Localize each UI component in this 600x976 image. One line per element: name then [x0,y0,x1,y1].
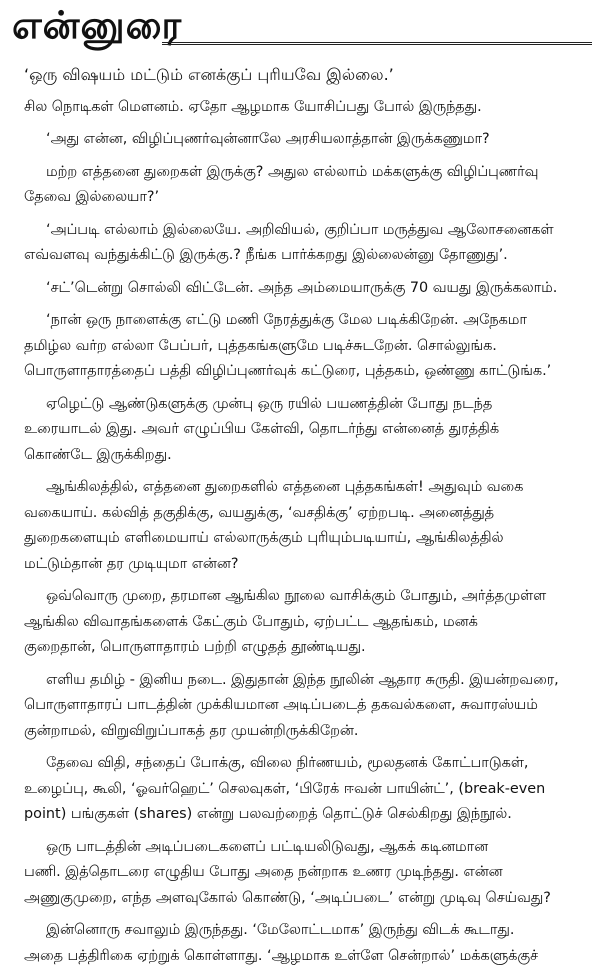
text-line: குன்றாமல், விறுவிறுப்பாகத் தர முயன்றிருக்கிறேன். [24,722,359,739]
text-line: ‘ஒரு விஷயம் மட்டும் எனக்குப் புரியவே இல்லை.’ [24,65,394,84]
paragraph-11 [24,668,586,745]
text-line: ஆங்கில விவாதங்களைக் கேட்கும் போதும், ஏற்பட்ட ஆதங்கம், மனக் [24,613,478,630]
text-line: சில நொடிகள் மௌனம். ஏதோ ஆழமாக யோசிப்பது போல் இருந்தது. [24,98,482,115]
text-line: உழைப்பு, கூலி, ‘ஓவர்ஹெட்’ செலவுகள், ‘பிரேக் ஈவன் பாயின்ட்’, (break-even [24,780,546,797]
text-line: எவ்வளவு வந்துக்கிட்டு இருக்கு.? நீங்க பார்க்கறது இல்லைன்னு தோணுது’. [24,247,508,263]
page-title: என்னுரை [12,3,183,47]
text-line: point) பங்குகள் (shares) என்று பலவற்றைத் தொட்டுச் செல்கிறது இந்நூல். [24,806,512,822]
text-line: உரையாடல் இது. அவர் எழுப்பிய கேள்வி, தொடர்ந்து என்னைத் துரத்திக் [24,421,500,437]
text-line: கொண்டே இருக்கிறது. [24,446,172,463]
text-line: இன்னொரு சவாலும் இருந்தது. ‘மேலோட்டமாக’ இருந்து விடக் கூடாது. [46,922,515,938]
paragraph-3 [24,127,586,153]
text-line: ‘அப்படி எல்லாம் இல்லையே. அறிவியல், குறிப்பா மருத்துவ ஆலோசனைகள் [46,221,554,238]
document-body [24,62,586,976]
paragraph-5 [24,218,586,269]
paragraph-4 [24,160,586,211]
paragraph-6 [24,276,586,302]
text-line: தேவை விதி, சந்தைப் போக்கு, விலை நிர்ணயம், மூலதனக் கோட்பாடுகள், [46,755,529,771]
text-line: ஒரு பாடத்தின் அடிப்படைகளைப் பட்டியலிடுவது, ஆகக் கடினமான [46,838,489,855]
text-line: வகையாய். கல்வித் தகுதிக்கு, வயதுக்கு, ‘வசதிக்கு’ ஏற்றபடி. அனைத்துத் [24,504,495,521]
header-rule [162,42,592,45]
text-line: எளிய தமிழ் - இனிய நடை. இதுதான் இந்த நூலின் ஆதார சுருதி. இயன்றவரை, [46,671,559,688]
text-line: குறைதான், பொருளாதாரம் பற்றி எழுதத் தூண்டியது. [24,639,366,655]
text-line: தேவை இல்லையா?’ [24,189,160,205]
text-line: பணி. இத்தொடரை எழுதிய போது அதை நன்றாக உணர முடிந்தது. என்ன [24,864,503,880]
text-line: துறைகளையும் எளிமையாய் எல்லாருக்கும் புரியும்படியாய், ஆங்கிலத்தில் [24,530,504,546]
paragraph-13 [24,835,586,912]
paragraph-14 [24,918,586,969]
text-line: அதை பத்திரிகை ஏற்றுக் கொள்ளாது. ‘ஆழமாக உள்ளே சென்றால்’ மக்களுக்குச் [24,947,539,964]
paragraph-9 [24,475,586,577]
text-line: ஆங்கிலத்தில், எத்தனை துறைகளில் எத்தனை புத்தகங்கள்! அதுவும் வகை [46,479,524,495]
paragraph-10 [24,584,586,661]
paragraph-7 [24,308,586,385]
paragraph-1 [24,62,586,88]
paragraph-2 [24,95,586,121]
text-line: ஒவ்வொரு முறை, தரமான ஆங்கில நூலை வாசிக்கும் போதும், அர்த்தமுள்ள [46,588,547,604]
paragraph-12 [24,751,586,828]
text-line: பொருளாதாரத்தைப் பத்தி விழிப்புணர்வுக் கட்டுரை, புத்தகம், ஒண்ணு காட்டுங்க.’ [24,363,552,379]
text-line: மற்ற எத்தனை துறைகள் இருக்கு? அதுல எல்லாம் மக்களுக்கு விழிப்புணர்வு [46,163,539,180]
text-line: ஏழெட்டு ஆண்டுகளுக்கு முன்பு ஒரு ரயில் பயணத்தின் போது நடந்த [46,395,493,412]
page-header [12,2,592,52]
text-line: தமிழ்ல வர்ற எல்லா பேப்பர், புத்தகங்களுமே படிச்சுடறேன். சொல்லுங்க. [24,337,497,354]
text-line: ‘சட்’டென்று சொல்லி விட்டேன். அந்த அம்மையாருக்கு 70 வயது இருக்கலாம். [46,279,558,296]
text-line: அணுகுமுறை, எந்த அளவுகோல் கொண்டு, ‘அடிப்படை’ என்று முடிவு செய்வது? [24,889,551,906]
text-line: ‘நான் ஒரு நாளைக்கு எட்டு மணி நேரத்துக்கு மேல படிக்கிறேன். அநேகமா [46,312,527,328]
text-line: பொருளாதாரப் பாடத்தின் முக்கியமான அடிப்படைத் தகவல்களை, சுவாரஸ்யம் [24,697,538,713]
text-line: மட்டும்தான் தர முடியுமா என்ன? [24,555,239,572]
paragraph-8 [24,392,586,469]
text-line: ‘அது என்ன, விழிப்புணர்வுன்னாலே அரசியலாத்தான் இருக்கணுமா? [46,131,490,147]
